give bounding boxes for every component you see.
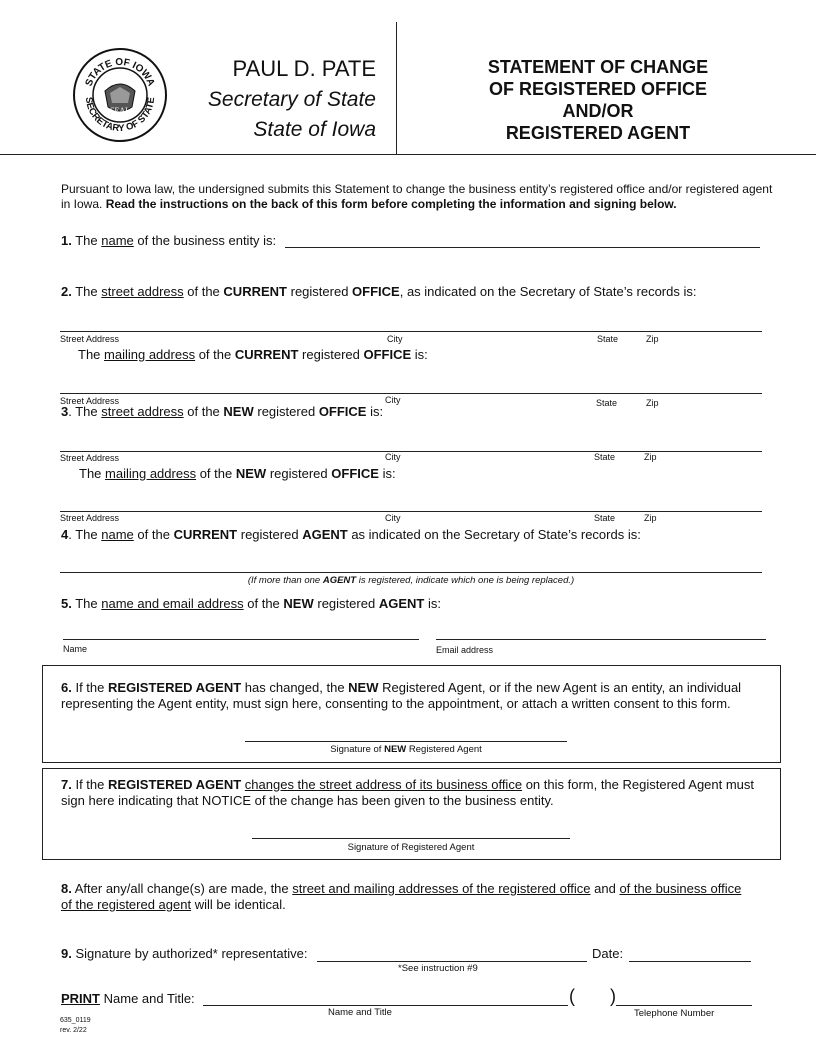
addr-label-zip: Zip (646, 398, 659, 408)
q2-underlined: street address (101, 284, 184, 299)
new-agent-name-field[interactable] (63, 639, 419, 640)
q3-mid: of the (187, 404, 220, 419)
q4-bold2: AGENT (302, 527, 348, 542)
q6-t3: Registered Agent, or if the new Agent is an entity, an individual representing the Agent entity, must sign here, consenting to the appointment, or attach a written consent to this form. (61, 680, 742, 711)
addr-label-city: City (385, 452, 401, 462)
q5-underlined: name and email address (101, 596, 244, 611)
q4-label (61, 527, 641, 543)
addr-label-city: City (387, 334, 403, 344)
q6-t2: has changed, the (244, 680, 345, 695)
date-field[interactable] (629, 961, 751, 962)
q3-pre: . The (68, 404, 98, 419)
new-agent-email-label: Email address (436, 645, 494, 655)
q5-mid2: registered (317, 596, 376, 611)
q5-pre: The (75, 596, 98, 611)
business-name-field[interactable] (285, 247, 760, 248)
q6-t1: If the (75, 680, 105, 695)
q2-bold1: CURRENT (223, 284, 287, 299)
addr-label-state: State (594, 513, 616, 523)
q8-t1: After any/all change(s) are made, the (74, 881, 289, 896)
q4-mid2: registered (240, 527, 299, 542)
q3b-mid: of the (199, 466, 233, 481)
q2-number: 2. (61, 284, 72, 299)
q3-post: is: (370, 404, 384, 419)
q4-post: as indicated on the Secretary of State’s records is: (351, 527, 641, 542)
new-agent-signature-field[interactable] (245, 741, 567, 742)
q4-number: 4 (61, 527, 69, 542)
q1-label (61, 233, 276, 249)
q2b-label (78, 347, 428, 363)
q2b-post: is: (414, 347, 428, 362)
q3-underlined: street address (101, 404, 184, 419)
q7-t2: on this form, the Registered Agent must sign here indicating that NOTICE of the change has been given to the business entity. (61, 777, 755, 808)
q8-number: 8. (61, 881, 72, 896)
q4-note-bold: AGENT (322, 575, 357, 586)
addr-label-state: State (596, 398, 618, 408)
addr-label-street: Street Address (60, 453, 120, 463)
addr-label-zip: Zip (644, 452, 657, 462)
q7-number: 7. (61, 777, 72, 792)
print-label (61, 991, 195, 1007)
q6-text (61, 680, 771, 712)
name-title-label: Name and Title (328, 1007, 392, 1018)
q2b-pre: The (78, 347, 101, 362)
q6-bold2: NEW (348, 680, 379, 695)
q4-note-post: is registered, indicate which one is being replaced.) (358, 575, 575, 586)
q2-mid: of the (187, 284, 220, 299)
q1-post: of the business entity is: (137, 233, 277, 248)
secretary-name: PAUL D. PATE (232, 56, 376, 81)
new-office-street-field[interactable] (60, 451, 762, 452)
q5-post: is: (427, 596, 441, 611)
q8-underlined1: street and mailing addresses of the registered office (292, 881, 591, 896)
form-number: 635_0119 (60, 1017, 91, 1024)
q5-mid: of the (247, 596, 280, 611)
form-title-line: REGISTERED AGENT (505, 123, 691, 143)
intro-bold: Read the instructions on the back of this form before completing the information and signing below. (105, 197, 677, 211)
seal-top-text: STATE OF IOWA (83, 56, 157, 88)
state-seal (72, 47, 168, 143)
current-agent-name-field[interactable] (60, 572, 762, 573)
q4-note (60, 575, 762, 586)
q2b-mid2: registered (302, 347, 360, 362)
q2b-underlined: mailing address (104, 347, 196, 362)
current-office-mailing-field[interactable] (60, 393, 762, 394)
new-agent-name-label: Name (63, 644, 88, 654)
seal-bottom-text: SECRETARY OF STATE (82, 96, 158, 135)
q6-bold1: REGISTERED AGENT (108, 680, 242, 695)
q3b-pre: The (79, 466, 102, 481)
addr-label-street: Street Address (60, 513, 120, 523)
q7-text (61, 777, 771, 809)
q3-bold1: NEW (223, 404, 254, 419)
new-office-mailing-field[interactable] (60, 511, 762, 512)
q2-bold2: OFFICE (352, 284, 400, 299)
q3b-underlined: mailing address (105, 466, 197, 481)
q5-number: 5. (61, 596, 72, 611)
q2b-mid: of the (198, 347, 232, 362)
intro-paragraph (61, 182, 781, 212)
q1-pre: The (75, 233, 98, 248)
telephone-label: Telephone Number (634, 1008, 715, 1019)
q2-post: , as indicated on the Secretary of State’s records is: (399, 284, 697, 299)
q8-t3: will be identical. (194, 897, 286, 912)
q5-label (61, 596, 441, 612)
authorized-signature-field[interactable] (317, 961, 587, 962)
addr-label-city: City (385, 395, 401, 405)
q7-t1: If the (75, 777, 105, 792)
q5-bold2: AGENT (378, 596, 425, 611)
q3-mid2: registered (257, 404, 316, 419)
phone-paren-close: ) (610, 986, 616, 1006)
q2-mid2: registered (290, 284, 349, 299)
q4-bold1: CURRENT (173, 527, 238, 542)
registered-agent-signature-field[interactable] (252, 838, 570, 839)
addr-label-zip: Zip (644, 513, 657, 523)
telephone-field[interactable] (616, 1005, 752, 1006)
q8-text (61, 881, 751, 913)
q9-text: Signature by authorized* representative: (75, 946, 308, 961)
current-office-street-field[interactable] (60, 331, 762, 332)
form-title-line: STATEMENT OF CHANGE (487, 57, 709, 77)
q4-underlined: name (101, 527, 134, 542)
state-name: State of Iowa (253, 118, 376, 141)
addr-label-street: Street Address (60, 396, 120, 406)
header-rule (0, 154, 816, 155)
q2-label (61, 284, 696, 300)
date-label: Date: (592, 946, 624, 961)
new-agent-email-field[interactable] (436, 639, 766, 640)
q3b-mid2: registered (269, 466, 328, 481)
header-divider (396, 22, 397, 154)
q8-t2: and (594, 881, 616, 896)
print-name-title-field[interactable] (203, 1005, 568, 1006)
q9-note: *See instruction #9 (398, 963, 478, 974)
q4-note-pre: (If more than one (247, 575, 321, 586)
addr-label-street: Street Address (60, 334, 120, 344)
q2-pre: The (75, 284, 98, 299)
q5-bold1: NEW (283, 596, 314, 611)
addr-label-state: State (597, 334, 619, 344)
form-title-line: AND/OR (562, 101, 634, 121)
q3-bold2: OFFICE (318, 404, 367, 419)
print-bold: PRINT (61, 991, 100, 1006)
svg-text:STATE OF IOWA (84, 57, 157, 88)
q2b-bold1: CURRENT (234, 347, 299, 362)
q3b-label (79, 466, 396, 482)
q1-number: 1. (61, 233, 72, 248)
intro-text: Pursuant to Iowa law, the undersigned submits this Statement to change the business entity’s registered office and/or registered agent in Iowa. (61, 182, 773, 211)
q1-underlined: name (101, 233, 134, 248)
q3b-post: is: (382, 466, 396, 481)
addr-label-city: City (385, 513, 401, 523)
q6-sig-pre: Signature of (330, 744, 382, 755)
q7-bold1: REGISTERED AGENT (108, 777, 242, 792)
q3b-bold1: NEW (235, 466, 267, 481)
q4-pre: . The (68, 527, 98, 542)
q3-label (61, 404, 383, 420)
q6-sig-bold: NEW (384, 744, 407, 755)
q9-number: 9. (61, 946, 72, 961)
phone-paren-open: ( (569, 986, 575, 1006)
addr-label-zip: Zip (646, 334, 659, 344)
q9-label (61, 946, 307, 962)
q6-signature-label (245, 744, 567, 755)
q4-mid: of the (137, 527, 170, 542)
seal-center-text: SEAL (110, 106, 130, 115)
q3b-bold2: OFFICE (331, 466, 379, 481)
form-title (400, 56, 796, 144)
q3-number: 3 (61, 404, 69, 419)
print-text: Name and Title: (103, 991, 195, 1006)
q8-underlined2: of the business office of the registered agent (61, 881, 742, 912)
q6-sig-post: Registered Agent (408, 744, 482, 755)
form-title-line: OF REGISTERED OFFICE (488, 79, 707, 99)
q2b-bold2: OFFICE (363, 347, 412, 362)
addr-label-state: State (594, 452, 616, 462)
q7-underlined: changes the street address of its business office (244, 777, 523, 792)
form-revision: rev. 2/22 (60, 1027, 87, 1034)
q6-number: 6. (61, 680, 72, 695)
secretary-office: Secretary of State (207, 88, 376, 111)
q7-signature-label: Signature of Registered Agent (347, 842, 475, 853)
